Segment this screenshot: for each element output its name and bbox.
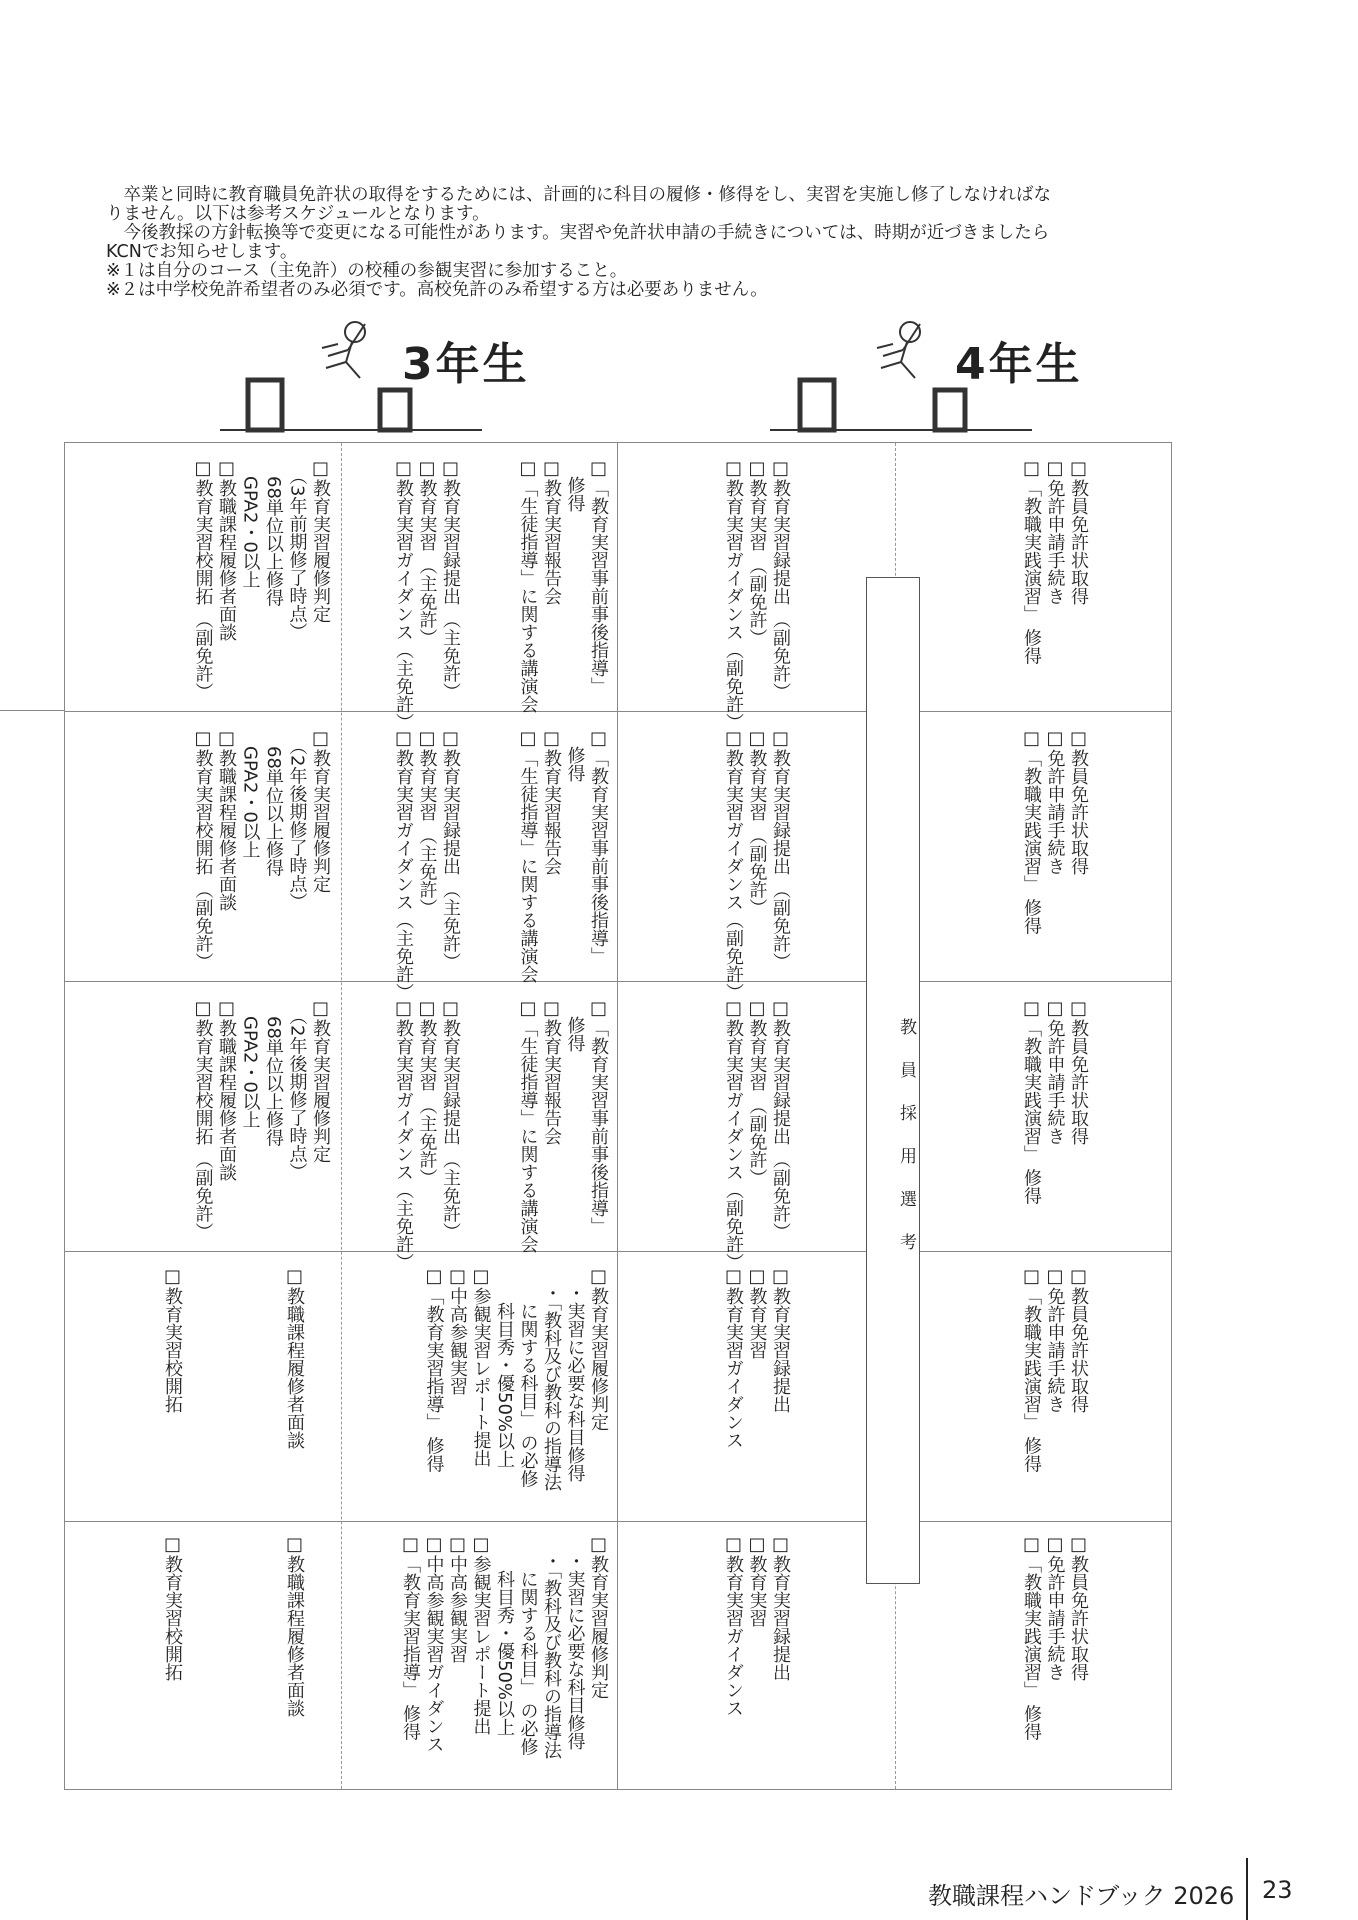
cell-year3-practice: □教育実習録提出 （主免許） □教育実習 （主免許） □教育実習ガイダンス（主免許） (393, 998, 461, 1271)
intro-line: 今後教採の方針転換等で変更になる可能性があります。実習や免許状申請の手続きについては、時期が近づきましたら (106, 223, 1050, 243)
cell-year4-practice: □教育実習録提出 （副免許） □教育実習 （副免許） □教育実習ガイダンス（副免許） (723, 728, 791, 1001)
column-divider (341, 443, 342, 1789)
row-divider (64, 1251, 1172, 1252)
intro-line: KCNでお知らせします。 (106, 242, 298, 262)
page-number: 23 (1262, 1876, 1293, 1904)
intro-line: りません。以下は参考スケジュールとなります。 (106, 204, 490, 224)
grade-4-heading: 4年生 (955, 339, 1083, 390)
cell-year3-school-search: □教育実習校開拓 (162, 1266, 183, 1413)
teacher-exam-box (866, 577, 920, 1584)
intro-text (106, 186, 1186, 300)
row-divider (64, 711, 1172, 712)
cell-year4-completion: □教員免許状取得 □免許申請手続き □「教職実践演習」 修得 (1021, 1266, 1089, 1473)
table-border-left (64, 443, 65, 1789)
intro-line: ※２は中学校免許希望者のみ必須です。高校免許のみ希望する方は必要ありません。 (106, 280, 768, 300)
cell-year3-practice: □教育実習録提出 （主免許） □教育実習 （主免許） □教育実習ガイダンス（主免許） (393, 458, 461, 731)
outer-left-stub (0, 710, 64, 711)
cell-year4-completion: □教員免許状取得 □免許申請手続き □「教職実践演習」 修得 (1021, 458, 1089, 665)
cell-year3-guidance: □「教育実習事前事後指導」 修得 □教育実習報告会 □「生徒指導」に関する講演会 (517, 728, 609, 983)
year-divider (617, 443, 618, 1789)
cell-year3-judgement: □教育実習履修判定 （2年後期修了時点） 68単位以上修得 GPA2・0以上 □教職課程履修者面談 □教育実習校開拓 （副免許） (192, 728, 331, 971)
cell-year3-interview: □教職課程履修者面談 (284, 1534, 305, 1717)
footer-divider (1246, 1858, 1248, 1920)
cell-year3-interview: □教職課程履修者面談 (284, 1266, 305, 1449)
row-divider (64, 1521, 1172, 1522)
teacher-exam-label: 教員採用選考 (896, 1018, 916, 1276)
cell-year3-judgement: □教育実習履修判定 （3年前期修了時点） 68単位以上修得 GPA2・0以上 □教職課程履修者面談 □教育実習校開拓 （副免許） (192, 458, 331, 701)
row-divider (64, 1789, 1172, 1790)
grade-3-heading: 3年生 (402, 339, 530, 390)
cell-year4-practice: □教育実習録提出 （副免許） □教育実習 （副免許） □教育実習ガイダンス（副免許） (723, 458, 791, 731)
cell-year3-school-search: □教育実習校開拓 (162, 1534, 183, 1681)
cell-year3-judgement: □教育実習履修判定 （2年後期修了時点） 68単位以上修得 GPA2・0以上 □教職課程履修者面談 □教育実習校開拓 （副免許） (192, 998, 331, 1241)
cell-year3-practice: □教育実習録提出 （主免許） □教育実習 （主免許） □教育実習ガイダンス（主免許） (393, 728, 461, 1001)
cell-year4-completion: □教員免許状取得 □免許申請手続き □「教職実践演習」 修得 (1021, 728, 1089, 935)
cell-year4-completion: □教員免許状取得 □免許申請手続き □「教職実践演習」 修得 (1021, 1534, 1089, 1741)
footer-title: 教職課程ハンドブック 2026 (928, 1882, 1235, 1910)
cell-year3-guidance: □「教育実習事前事後指導」 修得 □教育実習報告会 □「生徒指導」に関する講演会 (517, 458, 609, 713)
intro-line: 卒業と同時に教育職員免許状の取得をするためには、計画的に科目の履修・修得をし、実習を実施し修了しなければな (106, 185, 1051, 205)
cell-year3-guidance: □「教育実習事前事後指導」 修得 □教育実習報告会 □「生徒指導」に関する講演会 (517, 998, 609, 1253)
cell-year3-judgement: □教育実習履修判定 ・実習に必要な科目修得 ・「教科及び教科の指導法 に関する科目」 の必修 科目秀・優50%以上 □参観実習レポート提出 □中高参観実習 □「教育実習指導」 修得 (423, 1266, 609, 1491)
cell-year4-practice: □教育実習録提出 □教育実習 □教育実習ガイダンス (723, 1266, 791, 1449)
cell-year4-completion: □教員免許状取得 □免許申請手続き □「教職実践演習」 修得 (1021, 998, 1089, 1205)
cell-year4-practice: □教育実習録提出 （副免許） □教育実習 （副免許） □教育実習ガイダンス（副免許） (723, 998, 791, 1271)
intro-line: ※１は自分のコース（主免許）の校種の参観実習に参加すること。 (106, 261, 628, 281)
row-divider (64, 981, 1172, 982)
cell-year4-practice: □教育実習録提出 □教育実習 □教育実習ガイダンス (723, 1534, 791, 1717)
table-border-right (1171, 443, 1172, 1789)
cell-year3-judgement: □教育実習履修判定 ・実習に必要な科目修得 ・「教科及び教科の指導法 に関する科目」 の必修 科目秀・優50%以上 □参観実習レポート提出 □中高参観実習 □中高参観実習ガイダンス □「教育実習指導」 修得 (400, 1534, 609, 1759)
